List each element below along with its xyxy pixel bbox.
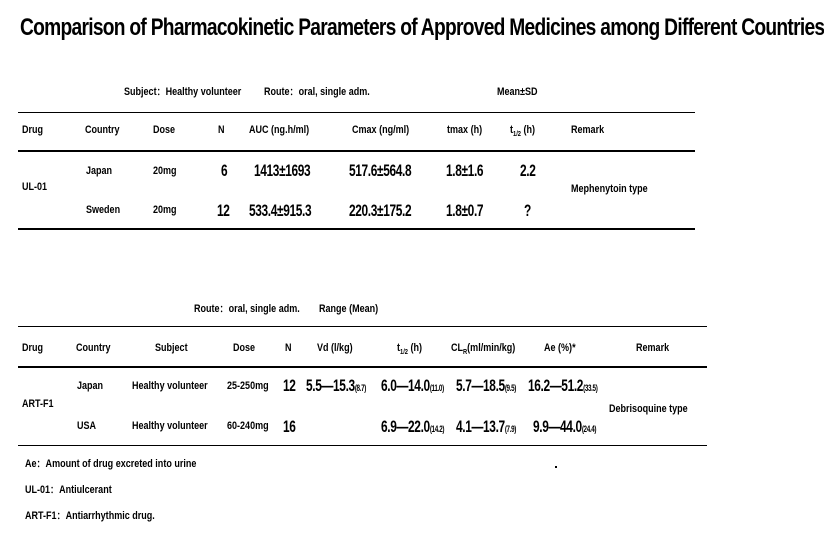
table1-row2-country: Sweden <box>86 204 121 216</box>
table1-row2-n: 12 <box>217 201 230 220</box>
table2-header-thalf: $t_{1/2}$ (h) <box>397 342 423 357</box>
table2-header-country: Country <box>76 342 111 354</box>
table1-row1-auc: 1413±1693 <box>254 161 311 180</box>
table2-row2-country: USA <box>77 420 97 432</box>
table2-route-note: Route：oral, single adm. <box>194 303 300 315</box>
table1-row1-n: 6 <box>221 161 228 180</box>
table2-stat-note: Range (Mean) <box>319 303 379 315</box>
table2-row1-vd: 5.5—15.3(8.7) <box>306 376 367 395</box>
table1-header-auc: AUC (ng.h/ml) <box>249 124 310 136</box>
table2-row1-subject: Healthy volunteer <box>132 380 208 392</box>
table1-subject-note: Subject：Healthy volunteer <box>124 86 242 98</box>
table1-row2-tmax: 1.8±0.7 <box>446 201 484 220</box>
table2-header-dose: Dose <box>233 342 256 354</box>
table2-drug: ART-F1 <box>22 398 54 410</box>
table1-header-dose: Dose <box>153 124 176 136</box>
table2-row2-n: 16 <box>283 417 296 436</box>
table2-top-rule <box>18 326 707 327</box>
table1-header-rule <box>18 150 695 152</box>
table1-row1-thalf: 2.2 <box>520 161 536 180</box>
table1-header-tmax: tmax (h) <box>447 124 483 136</box>
table1-row1-tmax: 1.8±1.6 <box>446 161 484 180</box>
table1-row1-cmax: 517.6±564.8 <box>349 161 412 180</box>
table2-header-remark: Remark <box>636 342 670 354</box>
footnote-ae: Ae：Amount of drug excreted into urine <box>25 458 197 470</box>
page-title: Comparison of Pharmacokinetic Parameters of Approved Medicines among Different Countries <box>20 14 824 41</box>
table2-header-clr: $CL_R(ml/\min/kg)$ <box>451 342 516 357</box>
table1-header-country: Country <box>85 124 120 136</box>
table2-row1-dose: 25-250mg <box>227 380 269 392</box>
table2-header-drug: Drug <box>22 342 44 354</box>
table2-row2-ae: 9.9—44.0(24.4) <box>533 417 597 436</box>
table2-header-ae: Ae (%)* <box>544 342 576 354</box>
table2-header-subject: Subject <box>155 342 188 354</box>
table1-row2-thalf: ? <box>524 201 531 220</box>
table1-row1-dose: 20mg <box>153 165 177 177</box>
table1-drug: UL-01 <box>22 181 48 193</box>
table1-remark: Mephenytoin type <box>571 183 648 195</box>
footnote-artf1: ART-F1：Antiarrhythmic drug. <box>25 510 155 522</box>
table2-row1-clr: 5.7—18.5(9.5) <box>456 376 517 395</box>
table1-row1-country: Japan <box>86 165 113 177</box>
table2-header-n: N <box>285 342 292 354</box>
table1-header-drug: Drug <box>22 124 44 136</box>
stray-dot <box>555 466 557 468</box>
table1-header-remark: Remark <box>571 124 605 136</box>
table2-header-rule <box>18 366 707 368</box>
table2-header-vd: Vd (l/kg) <box>317 342 353 354</box>
table1-stat-note: Mean±SD <box>497 86 538 98</box>
table2-remark: Debrisoquine type <box>609 403 688 415</box>
table1-row2-cmax: 220.3±175.2 <box>349 201 412 220</box>
table1-route-note: Route：oral, single adm. <box>264 86 370 98</box>
table2-row2-dose: 60-240mg <box>227 420 269 432</box>
table2-row2-clr: 4.1—13.7(7.9) <box>456 417 517 436</box>
table1-top-rule <box>18 112 695 113</box>
table1-header-cmax: Cmax (ng/ml) <box>352 124 410 136</box>
table2-row1-thalf: 6.0—14.0(11.0) <box>381 376 444 395</box>
table1-bottom-rule <box>18 228 695 230</box>
table2-bottom-rule <box>18 445 707 446</box>
table2-row1-ae: 16.2—51.2(33.5) <box>528 376 598 395</box>
footnote-ul01: UL-01：Antiulcerant <box>25 484 112 496</box>
table2-row2-thalf: 6.9—22.0(14.2) <box>381 417 445 436</box>
table1-row2-auc: 533.4±915.3 <box>249 201 312 220</box>
table1-header-thalf: $t_{1/2}$ (h) <box>510 124 536 139</box>
table2-row1-country: Japan <box>77 380 104 392</box>
table1-row2-dose: 20mg <box>153 204 177 216</box>
table2-row1-n: 12 <box>283 376 296 395</box>
table1-header-n: N <box>218 124 225 136</box>
table2-row2-subject: Healthy volunteer <box>132 420 208 432</box>
